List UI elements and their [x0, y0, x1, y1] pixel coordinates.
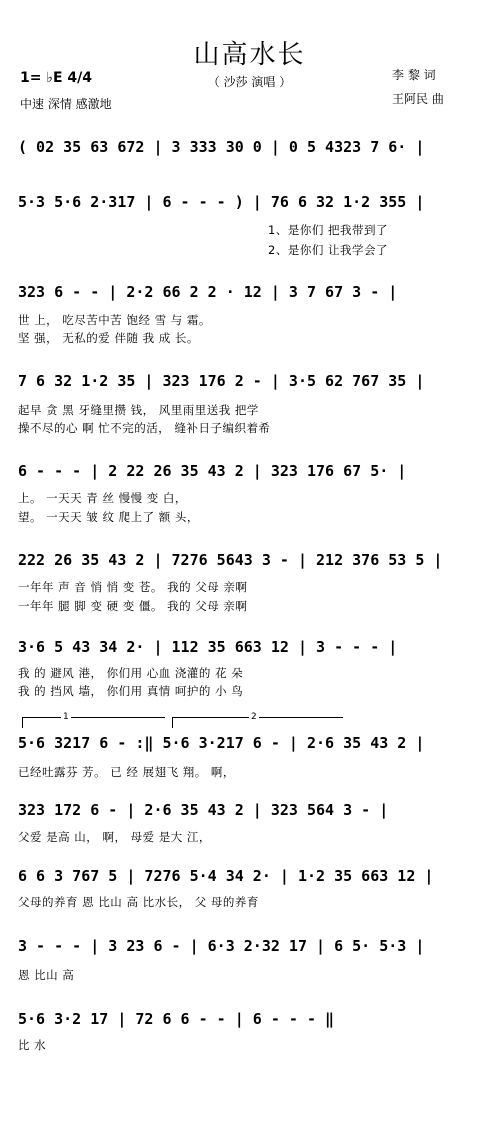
lyric-line: 父爱 是高 山， 啊， 母爱 是大 江，	[18, 830, 211, 844]
performer-note: （ 沙莎 演唱 ）	[207, 75, 292, 89]
lyric-line: 我 的 避风 港， 你们用 心血 浇灌的 花 朵	[18, 666, 244, 680]
lyric-line: 一年年 声 音 悄 悄 变 苍。 我的 父母 亲啊	[18, 580, 248, 594]
volta-second-ending: 2	[172, 717, 343, 728]
page-title: 山高水长	[193, 40, 306, 70]
lyric-line: 起早 贪 黑 牙缝里攒 钱， 风里雨里送我 把学	[18, 403, 259, 417]
lyricist-credit: 李 黎 词	[392, 68, 436, 82]
notation-line: 3 - - - | 3 23 6 - | 6·3 2·32 17 | 6 5· 5·3 |	[18, 937, 425, 955]
notation-line: 6 6 3 767 5 | 7276 5·4 34 2· | 1·2 35 663 12 |	[18, 867, 434, 885]
composer-credit: 王阿民 曲	[392, 92, 444, 106]
lyric-line: 已经吐露芬 芳。 已 经 展翅飞 翔。 啊，	[18, 765, 235, 779]
lyric-line: 上。 一天天 青 丝 慢慢 变 白，	[18, 491, 187, 505]
lyric-line: 1、是你们 把我带到了	[268, 223, 388, 237]
notation-line: 5·6 3·2 17 | 72 6 6 - - | 6 - - - ‖	[18, 1010, 335, 1028]
lyric-line: 我 的 挡风 墙， 你们用 真情 呵护的 小 鸟	[18, 684, 244, 698]
notation-line: 323 172 6 - | 2·6 35 43 2 | 323 564 3 - |	[18, 801, 389, 819]
notation-line: 6 - - - | 2 22 26 35 43 2 | 323 176 67 5· |	[18, 462, 407, 480]
notation-line: 5·3 5·6 2·317 | 6 - - - ) | 76 6 32 1·2 355 |	[18, 193, 425, 211]
lyric-line: 比 水	[18, 1038, 47, 1052]
notation-line: 7 6 32 1·2 35 | 323 176 2 - | 3·5 62 767 35 |	[18, 372, 425, 390]
lyric-line: 一年年 腿 脚 变 硬 变 僵。 我的 父母 亲啊	[18, 599, 248, 613]
volta-first-ending: 1	[22, 717, 165, 728]
notation-line: ( 02 35 63 672 | 3 333 30 0 | 0 5 4323 7 6· |	[18, 138, 425, 156]
lyric-line: 坚 强， 无私的爱 伴随 我 成 长。	[18, 331, 199, 345]
tempo-marking: 中速 深情 感激地	[20, 97, 112, 111]
lyric-line: 操不尽的心 啊 忙不完的活， 缝补日子编织着希	[18, 421, 271, 435]
lyric-line: 恩 比山 高	[18, 968, 75, 982]
lyric-line: 2、是你们 让我学会了	[268, 243, 388, 257]
lyric-line: 望。 一天天 皱 纹 爬上了 额 头，	[18, 510, 199, 524]
notation-line: 5·6 3217 6 - :‖ 5·6 3·217 6 - | 2·6 35 43 2 |	[18, 734, 425, 752]
lyric-line: 世 上， 吃尽苦中苦 饱经 雪 与 霜。	[18, 313, 211, 327]
lyric-line: 父母的养育 恩 比山 高 比水长， 父 母的养育	[18, 895, 259, 909]
notation-line: 3·6 5 43 34 2· | 112 35 663 12 | 3 - - - |	[18, 638, 398, 656]
key-signature: 1= ♭E 4/4	[20, 70, 92, 86]
notation-line: 222 26 35 43 2 | 7276 5643 3 - | 212 376 53 5 |	[18, 551, 443, 569]
notation-line: 323 6 - - | 2·2 66 2 2 · 12 | 3 7 67 3 - |	[18, 283, 398, 301]
